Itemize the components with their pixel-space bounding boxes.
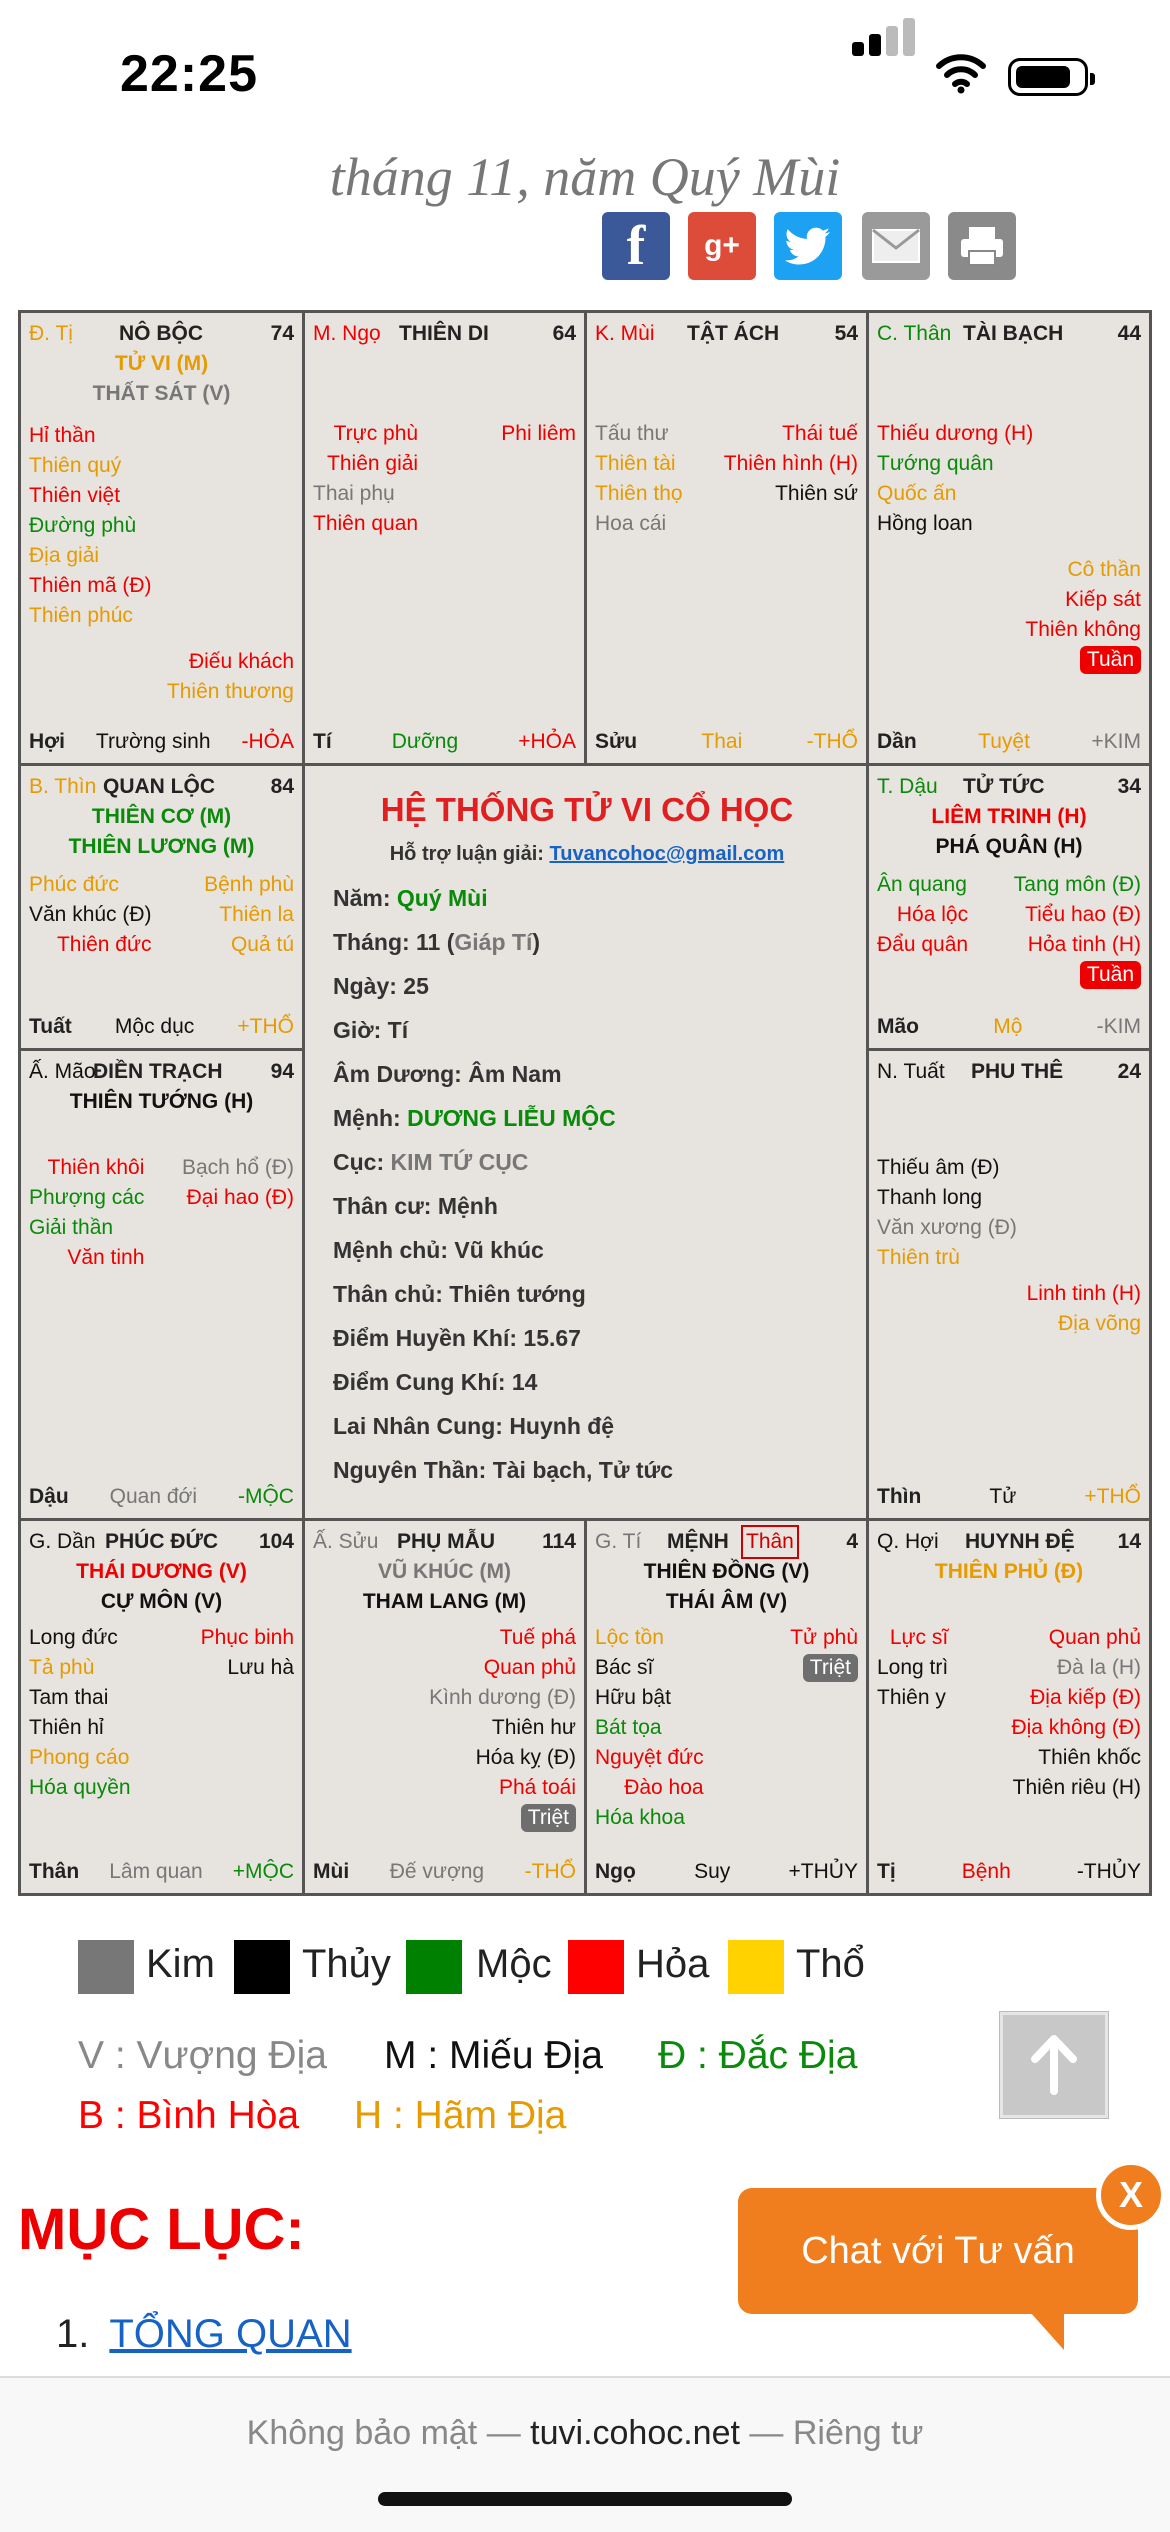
main-star: THIÊN PHỦ (Đ)	[934, 1560, 1084, 1583]
tuan-badge: Tuần	[1080, 961, 1141, 989]
element: -MỘC	[237, 1485, 294, 1508]
minor-star: Lộc tồn	[595, 1626, 664, 1649]
palace-name: NÔ BỘC	[119, 322, 203, 345]
palace-no-boc[interactable]	[21, 313, 302, 763]
palace-number: 64	[552, 322, 576, 345]
branch: Mùi	[313, 1860, 350, 1883]
branch: Thìn	[877, 1485, 922, 1508]
minor-star: Văn xương (Đ)	[877, 1216, 1017, 1239]
life-stage: Lâm quan	[109, 1860, 203, 1883]
envelope-icon	[871, 228, 921, 264]
minor-star: Thiên khôi	[47, 1156, 145, 1179]
palace-location: B. Thìn	[29, 775, 97, 798]
main-star: THÁI DƯƠNG (V)	[76, 1560, 247, 1583]
minor-star: Kiếp sát	[1065, 588, 1141, 611]
arrow-up-icon	[1029, 2035, 1079, 2095]
minor-star: Giải thần	[29, 1216, 114, 1239]
minor-star: Thiếu dương (H)	[877, 422, 1034, 445]
info-than-chu: Thân chủ: Thiên tướng	[333, 1281, 586, 1307]
minor-star: Hoa cái	[595, 512, 667, 535]
life-stage: Suy	[694, 1860, 731, 1883]
palace-number: 24	[1117, 1060, 1141, 1083]
support-email-link[interactable]: Tuvancohoc@gmail.com	[549, 843, 785, 865]
element: +MỘC	[232, 1860, 294, 1883]
info-nguyen-than: Nguyên Thần: Tài bạch, Tử tức	[333, 1457, 674, 1483]
palace-number: 34	[1117, 775, 1141, 798]
minor-star: Hỏa tinh (H)	[1027, 933, 1141, 956]
palace-name: ĐIỀN TRẠCH	[93, 1060, 223, 1083]
twitter-icon	[785, 227, 831, 265]
cuc-label: Cục:	[333, 1149, 385, 1175]
branch: Tuất	[29, 1015, 72, 1038]
branch: Mão	[877, 1015, 919, 1038]
palace-tai-bach[interactable]	[869, 313, 1149, 763]
branch: Ngọ	[595, 1860, 636, 1883]
palace-name: PHU THÊ	[971, 1060, 1064, 1083]
life-stage: Mộc dục	[114, 1015, 195, 1038]
palace-number: 114	[542, 1530, 576, 1553]
minor-star: Thiên quan	[313, 512, 419, 535]
triet-badge: Triệt	[803, 1654, 858, 1682]
nam-value: Quý Mùi	[396, 885, 488, 911]
minor-star: Thiên việt	[29, 484, 121, 507]
minor-star: Bác sĩ	[595, 1656, 654, 1679]
facebook-icon: f	[626, 215, 646, 277]
life-stage: Tuyệt	[978, 730, 1030, 753]
legend-label-moc: Mộc	[476, 1942, 552, 1986]
tuan-badge: Tuần	[1080, 646, 1141, 674]
url-private-label: — Riêng tư	[749, 2414, 924, 2452]
minor-star: Lực sĩ	[889, 1626, 949, 1649]
element: -THỔ	[524, 1860, 576, 1883]
life-stage: Thai	[701, 730, 743, 753]
life-stage: Tử	[989, 1485, 1017, 1508]
minor-star: Nguyệt đức	[595, 1746, 704, 1769]
minor-star: Phục binh	[200, 1626, 294, 1649]
minor-star: Thiên phúc	[29, 604, 133, 627]
google-plus-icon: g+	[704, 229, 740, 262]
minor-star: Bệnh phù	[204, 873, 294, 896]
palace-location: Ấ. Mão	[29, 1060, 96, 1083]
info-thang: Tháng: 11 (Giáp Tí)	[333, 929, 541, 955]
minor-star: Thiên tài	[595, 452, 676, 475]
main-star: THAM LANG (M)	[362, 1590, 527, 1613]
minor-star: Địa không (Đ)	[1011, 1716, 1141, 1739]
info-menh-chu: Mệnh chủ: Vũ khúc	[333, 1237, 544, 1263]
minor-star: Thiên đức	[56, 933, 152, 956]
minor-star: Hồng loan	[877, 512, 973, 535]
minor-star: Đại hao (Đ)	[186, 1186, 294, 1209]
palace-name: TỬ TỨC	[963, 775, 1045, 798]
info-gio: Giờ: Tí	[333, 1017, 409, 1043]
palace-number: 14	[1117, 1530, 1141, 1553]
legend-swatch-moc	[406, 1940, 462, 1994]
palace-number: 4	[846, 1530, 858, 1553]
legend-binh-hoa: B : Bình Hòa	[78, 2094, 300, 2137]
palace-name: TÀI BẠCH	[963, 322, 1064, 345]
info-lai-nhan: Lai Nhân Cung: Huynh đệ	[333, 1413, 615, 1439]
main-star: CỰ MÔN (V)	[100, 1590, 223, 1613]
email-share-button[interactable]	[862, 212, 930, 280]
info-than-cu: Thân cư: Mệnh	[333, 1193, 498, 1219]
legend-swatch-hoa	[568, 1940, 624, 1994]
main-star: TỬ VI (M)	[114, 352, 209, 375]
minor-star: Quan phủ	[1048, 1626, 1141, 1649]
legend-swatch-tho	[728, 1940, 784, 1994]
minor-star: Thái tuế	[782, 422, 858, 445]
battery-icon	[1008, 58, 1088, 96]
element: +KIM	[1091, 730, 1141, 753]
minor-star: Hỉ thần	[29, 424, 96, 447]
life-stage: Dưỡng	[391, 730, 459, 753]
page-title: tháng 11, năm Quý Mùi	[329, 147, 841, 207]
legend-label-kim: Kim	[146, 1942, 215, 1986]
toc-link-tong-quan[interactable]: TỔNG QUAN	[109, 2312, 352, 2356]
minor-star: Thiên quý	[29, 454, 122, 477]
minor-star: Thai phụ	[313, 482, 395, 505]
thang-label: Tháng: 11 (	[333, 929, 455, 955]
scroll-to-top-button[interactable]	[1000, 2012, 1108, 2118]
legend-label-thuy: Thủy	[302, 1942, 391, 1986]
palace-location: T. Dậu	[877, 775, 938, 798]
info-cung-khi: Điểm Cung Khí: 14	[333, 1369, 538, 1395]
minor-star: Bát tọa	[595, 1716, 662, 1739]
google-plus-share-button[interactable]	[688, 212, 756, 280]
palace-name: MỆNH	[667, 1530, 729, 1553]
element: -KIM	[1096, 1015, 1141, 1038]
palace-phuc-duc[interactable]	[21, 1521, 302, 1893]
minor-star: Tang môn (Đ)	[1013, 873, 1141, 896]
print-button[interactable]	[948, 212, 1016, 280]
legend-vuong-dia: V : Vượng Địa	[78, 2034, 327, 2077]
element: +HỎA	[518, 730, 576, 753]
url-domain: tuvi.cohoc.net	[530, 2414, 740, 2452]
minor-star: Đà la (H)	[1056, 1656, 1141, 1679]
chat-bubble-tail	[1030, 2312, 1064, 2350]
center-title: HỆ THỐNG TỬ VI CỔ HỌC	[380, 791, 794, 828]
palace-thien-di[interactable]	[305, 313, 584, 763]
minor-star: Địa kiếp (Đ)	[1030, 1686, 1141, 1709]
minor-star: Tử phù	[790, 1626, 858, 1649]
element: +THỔ	[237, 1015, 294, 1038]
than-marker: Thân	[741, 1525, 799, 1559]
element: +THỦY	[788, 1860, 858, 1883]
palace-name: QUAN LỘC	[103, 775, 215, 798]
legend-ham-dia: H : Hãm Địa	[354, 2094, 567, 2137]
twitter-share-button[interactable]	[774, 212, 842, 280]
branch: Dần	[877, 730, 917, 753]
palace-location: N. Tuất	[877, 1060, 945, 1083]
minor-star: Văn tinh	[67, 1246, 145, 1269]
life-stage: Bệnh	[961, 1860, 1011, 1883]
legend-label-tho: Thổ	[796, 1942, 865, 1986]
main-star: THÁI ÂM (V)	[665, 1590, 788, 1613]
minor-star: Long đức	[29, 1626, 118, 1649]
minor-star: Phi liêm	[501, 422, 576, 445]
palace-dien-trach[interactable]	[21, 1051, 302, 1518]
info-am-duong: Âm Dương: Âm Nam	[333, 1061, 562, 1087]
support-line	[309, 843, 865, 866]
minor-star: Hóa lộc	[896, 903, 969, 926]
palace-tu-tuc[interactable]	[869, 766, 1149, 1048]
palace-location: Đ. Tị	[29, 322, 73, 345]
minor-star: Thiếu âm (Đ)	[877, 1156, 1000, 1179]
palace-number: 74	[270, 322, 294, 345]
minor-star: Đẩu quân	[877, 933, 969, 956]
minor-star: Thiên thương	[166, 680, 294, 703]
palace-phu-mau[interactable]	[305, 1521, 584, 1893]
menh-value: DƯƠNG LIỄU MỘC	[407, 1105, 616, 1131]
minor-star: Quốc ấn	[877, 482, 957, 505]
minor-star: Cô thần	[1067, 558, 1141, 581]
palace-number: 104	[258, 1530, 294, 1553]
toc-heading: MỤC LỤC:	[18, 2197, 305, 2262]
branch: Dậu	[29, 1485, 69, 1508]
minor-star: Thiên hư	[491, 1716, 576, 1739]
minor-star: Hóa kỵ (Đ)	[475, 1746, 576, 1769]
url-text	[0, 2414, 1170, 2453]
palace-name: TẬT ÁCH	[687, 322, 780, 345]
support-label: Hỗ trợ luận giải:	[389, 843, 544, 865]
home-indicator[interactable]	[378, 2492, 792, 2506]
info-menh	[333, 1096, 865, 1140]
clock: 22:25	[120, 45, 258, 103]
minor-star: Tấu thư	[595, 422, 669, 445]
info-nam	[333, 876, 865, 920]
chat-with-advisor-button[interactable]: Chat với Tư vấn	[738, 2188, 1138, 2314]
info-cuc	[333, 1140, 865, 1184]
minor-star: Thiên trù	[877, 1246, 960, 1269]
minor-star: Phúc đức	[29, 873, 119, 896]
thang-can-chi: Giáp Tí	[454, 929, 533, 955]
minor-star: Thiên hình (H)	[723, 452, 858, 475]
minor-star: Tiểu hao (Đ)	[1025, 903, 1141, 926]
info-huyen-khi: Điểm Huyền Khí: 15.67	[333, 1325, 581, 1351]
palace-location: Q. Hợi	[877, 1530, 939, 1553]
minor-star: Tuế phá	[499, 1626, 576, 1649]
minor-star: Thiên la	[219, 903, 294, 926]
life-stage: Mộ	[993, 1015, 1023, 1038]
minor-star: Linh tinh (H)	[1026, 1282, 1141, 1305]
palace-number: 54	[834, 322, 858, 345]
toc-item-number: 1.	[56, 2312, 90, 2356]
minor-star: Tả phù	[29, 1656, 95, 1679]
life-stage: Trường sinh	[95, 730, 211, 753]
legend-dac-dia: Đ : Đắc Địa	[658, 2034, 858, 2077]
nam-label: Năm:	[333, 885, 391, 911]
tu-vi-chart	[18, 310, 1152, 1896]
minor-star: Thiên hỉ	[29, 1716, 104, 1739]
minor-star: Ân quang	[877, 873, 967, 896]
toc-item	[56, 2312, 352, 2357]
url-insecure-label: Không bảo mật —	[246, 2414, 521, 2452]
legend-swatch-thuy	[234, 1940, 290, 1994]
chart-center-info	[309, 763, 865, 1483]
main-star: THIÊN CƠ (M)	[91, 805, 232, 828]
chat-close-button[interactable]: X	[1096, 2160, 1166, 2230]
minor-star: Thanh long	[877, 1186, 983, 1209]
minor-star: Văn khúc (Đ)	[29, 903, 152, 926]
minor-star: Phong cáo	[29, 1746, 130, 1769]
minor-star: Đào hoa	[624, 1776, 704, 1799]
minor-star: Hóa quyền	[29, 1776, 131, 1799]
minor-star: Phượng các	[29, 1186, 145, 1209]
palace-huynh-de[interactable]	[869, 1521, 1149, 1893]
palace-quan-loc[interactable]	[21, 766, 302, 1048]
element: -HỎA	[241, 730, 294, 753]
status-bar	[0, 0, 1170, 150]
palace-name: PHÚC ĐỨC	[105, 1530, 219, 1553]
life-stage: Đế vượng	[389, 1860, 485, 1883]
main-star: VŨ KHÚC (M)	[378, 1560, 511, 1583]
element: +THỔ	[1084, 1485, 1141, 1508]
legend-mieu-dia: M : Miếu Địa	[384, 2034, 603, 2077]
branch: Tị	[877, 1860, 896, 1883]
main-star: THIÊN TƯỚNG (H)	[69, 1090, 254, 1113]
triet-badge: Triệt	[521, 1804, 576, 1832]
minor-star: Điếu khách	[188, 650, 294, 673]
branch: Sửu	[595, 730, 638, 753]
printer-icon	[959, 225, 1005, 267]
palace-phu-the[interactable]	[869, 1051, 1149, 1518]
palace-number: 84	[270, 775, 294, 798]
palace-name: PHỤ MẪU	[397, 1530, 495, 1553]
minor-star: Thiên không	[1025, 618, 1141, 641]
minor-star: Long trì	[877, 1656, 949, 1679]
main-star: PHÁ QUÂN (H)	[935, 835, 1083, 858]
minor-star: Lưu hà	[227, 1656, 294, 1679]
main-star: THIÊN ĐỒNG (V)	[643, 1560, 810, 1583]
branch: Tí	[313, 730, 332, 753]
palace-name: HUYNH ĐỆ	[965, 1530, 1075, 1553]
branch: Thân	[29, 1860, 80, 1883]
info-ngay: Ngày: 25	[333, 973, 429, 999]
menh-label: Mệnh:	[333, 1105, 401, 1131]
minor-star: Thiên y	[877, 1686, 946, 1709]
minor-star: Quan phủ	[483, 1656, 576, 1679]
palace-location: G. Dần	[29, 1530, 96, 1553]
minor-star: Thiên khốc	[1038, 1746, 1141, 1769]
minor-star: Thiên giải	[327, 452, 419, 475]
minor-star: Địa võng	[1058, 1312, 1141, 1335]
minor-star: Tam thai	[29, 1686, 109, 1709]
palace-tat-ach[interactable]	[587, 313, 866, 763]
cuc-value: KIM TỨ CỤC	[390, 1149, 529, 1175]
palace-menh[interactable]	[587, 1521, 866, 1893]
palace-location: M. Ngọ	[313, 322, 381, 345]
facebook-share-button[interactable]	[602, 212, 670, 280]
element: -THỦY	[1076, 1860, 1141, 1883]
element: -THỔ	[806, 730, 858, 753]
palace-location: K. Mùi	[595, 322, 655, 345]
life-stage: Quan đới	[109, 1485, 197, 1508]
legend-swatch-kim	[78, 1940, 134, 1994]
minor-star: Quả tú	[230, 933, 294, 956]
minor-star: Thiên sứ	[775, 482, 858, 505]
minor-star: Hóa khoa	[595, 1806, 685, 1829]
minor-star: Thiên riêu (H)	[1012, 1776, 1141, 1799]
main-star: LIÊM TRINH (H)	[931, 805, 1087, 828]
minor-star: Thiên mã (Đ)	[29, 574, 152, 597]
minor-star: Phá toái	[498, 1776, 576, 1799]
legend-label-hoa: Hỏa	[636, 1942, 710, 1986]
branch: Hợi	[29, 730, 65, 753]
minor-star: Hữu bật	[595, 1686, 671, 1709]
palace-location: C. Thân	[877, 322, 952, 345]
minor-star: Thiên thọ	[595, 482, 683, 505]
palace-number: 94	[270, 1060, 294, 1083]
palace-location: G. Tí	[595, 1530, 642, 1553]
palace-location: Ấ. Sửu	[313, 1530, 379, 1553]
minor-star: Kình dương (Đ)	[429, 1686, 576, 1709]
minor-star: Địa giải	[29, 544, 100, 567]
palace-number: 44	[1117, 322, 1141, 345]
main-star: THẤT SÁT (V)	[92, 382, 231, 405]
main-star: THIÊN LƯƠNG (M)	[68, 835, 255, 858]
minor-star: Trực phù	[333, 422, 419, 445]
minor-star: Bạch hổ (Đ)	[181, 1156, 294, 1179]
wifi-icon	[935, 52, 987, 94]
minor-star: Đường phù	[29, 514, 137, 537]
browser-url-bar[interactable]	[0, 2376, 1170, 2532]
minor-star: Tướng quân	[877, 452, 994, 475]
palace-name: THIÊN DI	[399, 322, 489, 345]
